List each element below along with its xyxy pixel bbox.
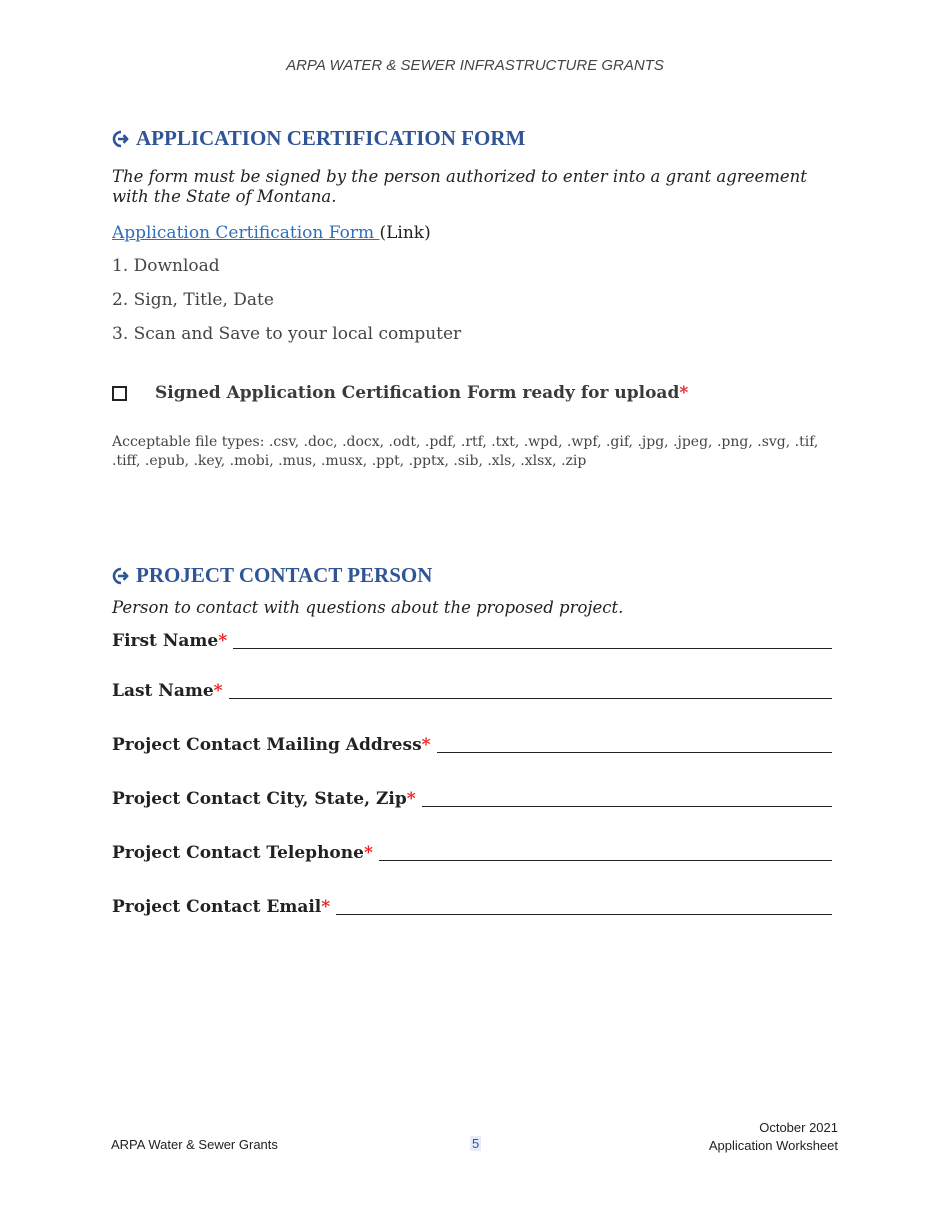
first-name-label-text: First Name — [112, 631, 219, 651]
required-asterisk: * — [679, 383, 689, 403]
contact-title — [112, 563, 832, 588]
certification-section — [112, 126, 832, 471]
step-download: 1. Download — [112, 256, 220, 276]
certification-title-text: APPLICATION CERTIFICATION FORM — [136, 126, 526, 150]
email-label — [112, 896, 330, 918]
last-name-label-text: Last Name — [112, 681, 214, 701]
footer-left: ARPA Water & Sewer Grants — [111, 1137, 278, 1152]
step-sign: 2. Sign, Title, Date — [112, 290, 274, 310]
city-state-zip-row — [112, 785, 832, 810]
certification-title — [112, 126, 832, 151]
contact-title-text: PROJECT CONTACT PERSON — [136, 563, 433, 587]
last-name-input[interactable] — [229, 677, 832, 699]
last-name-label — [112, 680, 223, 702]
mailing-address-label-text: Project Contact Mailing Address — [112, 735, 422, 755]
page-header: ARPA WATER & SEWER INFRASTRUCTURE GRANTS — [286, 57, 664, 74]
contact-subtitle: Person to contact with questions about the proposed project. — [112, 598, 624, 617]
upload-ready-label-text: Signed Application Certification Form ready for upload — [155, 383, 680, 403]
footer-right — [709, 1119, 838, 1155]
last-name-row — [112, 677, 832, 702]
footer-date: October 2021 — [759, 1120, 838, 1135]
required-asterisk: * — [363, 843, 373, 863]
email-row — [112, 893, 832, 918]
page-number: 5 — [472, 1136, 480, 1151]
first-name-label — [112, 630, 227, 652]
required-asterisk: * — [213, 681, 223, 701]
first-name-row — [112, 627, 832, 652]
telephone-label — [112, 842, 373, 864]
upload-ready-checkbox[interactable] — [112, 386, 127, 401]
required-asterisk: * — [406, 789, 416, 809]
footer-doc-name: Application Worksheet — [708, 1138, 838, 1153]
arrow-right-circle-icon — [112, 130, 130, 148]
certification-link-line — [112, 223, 832, 243]
first-name-input[interactable] — [233, 627, 832, 649]
email-label-text: Project Contact Email — [112, 897, 322, 917]
arrow-right-circle-icon — [112, 567, 130, 585]
email-input[interactable] — [336, 893, 832, 915]
certification-intro: The form must be signed by the person authorized to enter into a grant agreement with the State of Montana. — [112, 167, 807, 206]
upload-ready-row — [112, 383, 832, 403]
city-state-zip-label — [112, 788, 416, 810]
telephone-label-text: Project Contact Telephone — [112, 843, 364, 863]
telephone-row — [112, 839, 832, 864]
acceptable-file-types: Acceptable file types: .csv, .doc, .docx, .odt, .pdf, .rtf, .txt, .wpd, .wpf, .gif, .jpg, .jpeg, .png, .svg, .tif, .tiff, .epub, .key, .mobi, .mus, .musx, .ppt, .pptx, .sib, .xls, .xlsx, .zip — [112, 434, 819, 469]
city-state-zip-label-text: Project Contact City, State, Zip — [112, 789, 407, 809]
contact-section — [112, 563, 832, 917]
required-asterisk: * — [421, 735, 431, 755]
telephone-input[interactable] — [379, 839, 832, 861]
step-scan: 3. Scan and Save to your local computer — [112, 324, 462, 344]
certification-form-link[interactable]: Application Certification Form — [112, 223, 380, 243]
link-suffix: (Link) — [379, 223, 431, 243]
upload-ready-label — [155, 383, 688, 403]
mailing-address-label — [112, 734, 431, 756]
required-asterisk: * — [218, 631, 228, 651]
mailing-address-input[interactable] — [437, 731, 832, 753]
required-asterisk: * — [321, 897, 331, 917]
mailing-address-row — [112, 731, 832, 756]
city-state-zip-input[interactable] — [422, 785, 832, 807]
